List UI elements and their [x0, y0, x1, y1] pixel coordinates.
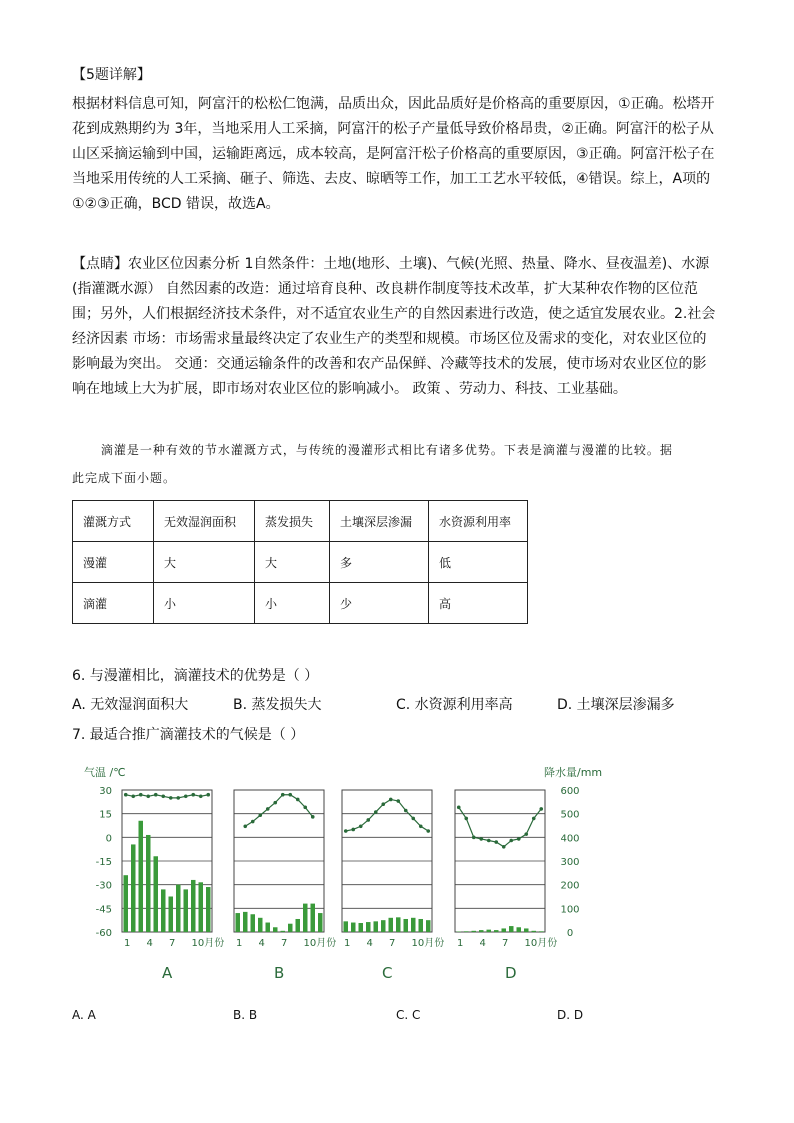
- temp-point: [457, 806, 461, 810]
- temp-tick-label: 30: [99, 786, 112, 797]
- temp-point: [161, 795, 165, 799]
- precip-bar: [532, 931, 537, 932]
- temp-point: [374, 810, 378, 814]
- explanation-line: 花到成熟期约为 3年，当地采用人工采摘，阿富汗的松子产量低导致价格昂贵，②正确。阿富汗的松子从: [72, 121, 714, 137]
- month-tick-label: 10月份: [303, 938, 337, 949]
- precip-bar: [251, 914, 256, 932]
- precip-bar: [184, 889, 189, 932]
- month-tick-label: 10月份: [411, 938, 445, 949]
- temp-point: [517, 837, 521, 841]
- precip-bar: [169, 897, 174, 933]
- q7-option-a[interactable]: A. A: [72, 1008, 96, 1022]
- tip-line: 经济因素 市场：市场需求量最终决定了农业生产的类型和规模。市场区位及需求的变化，对农业区位的: [72, 331, 707, 347]
- month-tick-label: 4: [366, 938, 373, 949]
- temp-axis-label: 气温 /℃: [84, 766, 126, 779]
- temp-point: [502, 845, 506, 849]
- table-header-cell: 蒸发损失: [255, 501, 330, 542]
- question-intro: [72, 436, 732, 492]
- precip-bar: [288, 924, 293, 932]
- explanation-line: 当地采用传统的人工采摘、砸子、筛选、去皮、晾晒等工作，加工工艺水平较低，④错误。综上，A项的: [72, 171, 711, 187]
- tip-line: (指灌溉水源） 自然因素的改造：通过培育良种、改良耕作制度等技术改革，扩大某种农作物的区位范: [72, 281, 698, 297]
- tip-line: 影响最为突出。 交通：交通运输条件的改善和农产品保鲜、冷藏等技术的发展，使市场对农业区位的影: [72, 356, 707, 372]
- precip-bar: [411, 918, 416, 932]
- precip-bar: [404, 919, 409, 932]
- month-tick-label: 7: [389, 938, 396, 949]
- temp-point: [243, 824, 247, 828]
- temp-tick-label: 0: [105, 833, 112, 845]
- precip-bar: [206, 887, 211, 932]
- month-tick-label: 10月份: [191, 938, 225, 949]
- temp-point: [389, 798, 393, 802]
- temp-tick-label: -15: [95, 857, 112, 868]
- q7-option-b[interactable]: B. B: [233, 1008, 258, 1022]
- temp-point: [426, 829, 430, 833]
- temp-point: [396, 799, 400, 803]
- question-6: 6. 与漫灌相比，滴灌技术的优势是（ ）: [72, 668, 319, 684]
- precip-bar: [389, 918, 394, 932]
- precip-bar: [426, 920, 431, 932]
- precip-bar: [381, 920, 386, 932]
- temp-point: [411, 817, 415, 821]
- month-tick-label: 1: [344, 938, 351, 949]
- tip-line: 围；另外，人们根据经济技术条件，对不适宜农业生产的自然因素进行改造，使之适宜发展农业。2.社会: [72, 306, 716, 322]
- table-cell: 多: [330, 542, 429, 583]
- precip-bar: [281, 931, 286, 932]
- temp-point: [419, 824, 423, 828]
- month-tick-label: 4: [146, 938, 153, 949]
- temp-point: [176, 796, 180, 800]
- month-tick-label: 1: [124, 938, 131, 949]
- temp-point: [303, 806, 307, 810]
- intro-line: 此完成下面小题。: [72, 471, 177, 485]
- table-cell: 高: [429, 583, 528, 624]
- precip-bar: [487, 930, 492, 932]
- precip-bar: [524, 928, 529, 932]
- panel-label: D: [505, 964, 517, 982]
- precip-bar: [236, 913, 241, 932]
- panel-label: B: [274, 964, 285, 982]
- precip-bar: [502, 928, 507, 932]
- table-cell: 漫灌: [73, 542, 154, 583]
- precip-bar: [303, 904, 308, 932]
- table-row: [73, 542, 528, 583]
- explanation-line: 山区采摘运输到中国，运输距离远，成本较高，是阿富汗松子价格高的重要原因，③正确。阿富汗松子在: [72, 146, 715, 162]
- precip-bar: [472, 931, 477, 932]
- q6-option-b[interactable]: B. 蒸发损失大: [233, 697, 322, 713]
- precip-bar: [258, 918, 263, 932]
- temp-point: [539, 807, 543, 811]
- month-tick-label: 4: [479, 938, 486, 949]
- temp-line: [346, 799, 429, 831]
- temp-point: [281, 793, 285, 797]
- temp-point: [479, 837, 483, 841]
- temp-point: [351, 828, 355, 832]
- precip-tick-label: 100: [560, 904, 580, 916]
- table-cell: 小: [255, 583, 330, 624]
- precip-tick-label: 300: [560, 857, 580, 868]
- precip-bar: [396, 917, 401, 932]
- explanation-line: 根据材料信息可知，阿富汗的松松仁饱满，品质出众，因此品质好是价格高的重要原因，①正确。松塔开: [72, 96, 715, 112]
- table-cell: 小: [154, 583, 255, 624]
- precip-bar: [191, 880, 196, 932]
- precip-bar: [146, 835, 151, 932]
- table-cell: 滴灌: [73, 583, 154, 624]
- temp-point: [199, 795, 203, 799]
- precip-tick-label: 400: [560, 833, 580, 845]
- temp-point: [344, 829, 348, 833]
- table-cell: 大: [154, 542, 255, 583]
- precip-tick-label: 0: [566, 928, 574, 939]
- climate-charts: [70, 760, 640, 990]
- table-cell: 大: [255, 542, 330, 583]
- precip-bar: [273, 927, 278, 932]
- comparison-table: [72, 500, 528, 624]
- explanation-paragraph: [72, 92, 722, 217]
- precip-bar: [366, 922, 371, 932]
- precip-bar: [199, 882, 204, 932]
- precip-bar: [509, 926, 514, 932]
- temp-point: [169, 796, 173, 800]
- panel-label: C: [382, 964, 393, 982]
- temp-point: [131, 795, 135, 799]
- tip-paragraph: [72, 252, 722, 402]
- precip-bar: [344, 921, 349, 932]
- precip-bar: [359, 923, 364, 932]
- temp-point: [494, 840, 498, 844]
- q7-option-d[interactable]: D. D: [557, 1008, 584, 1022]
- table-cell: 低: [429, 542, 528, 583]
- month-tick-label: 1: [236, 938, 243, 949]
- precip-bar: [419, 919, 424, 932]
- precip-bar: [479, 930, 484, 932]
- temp-tick-label: -60: [95, 928, 112, 939]
- q6-option-d[interactable]: D. 土壤深层渗漏多: [557, 697, 675, 713]
- temp-tick-label: -45: [95, 904, 112, 916]
- precip-bar: [243, 912, 248, 932]
- precip-bar: [311, 904, 316, 932]
- table-header-cell: 灌溉方式: [73, 501, 154, 542]
- temp-line: [126, 795, 209, 798]
- precip-tick-label: 500: [560, 809, 580, 821]
- precip-bar: [266, 923, 271, 932]
- precip-bar: [154, 856, 159, 932]
- table-header-cell: 水资源利用率: [429, 501, 528, 542]
- temp-point: [251, 820, 255, 824]
- temp-point: [191, 793, 195, 797]
- temp-point: [184, 795, 188, 799]
- temp-point: [206, 793, 210, 797]
- precip-bar: [539, 931, 544, 932]
- precip-bar: [494, 930, 499, 932]
- temp-tick-label: -30: [95, 880, 112, 892]
- temp-point: [258, 813, 262, 817]
- temp-point: [532, 817, 536, 821]
- precip-tick-label: 600: [560, 786, 580, 797]
- precip-bar: [139, 821, 144, 932]
- month-tick-label: 7: [281, 938, 288, 949]
- month-tick-label: 4: [258, 938, 265, 949]
- temp-point: [296, 798, 300, 802]
- q6-option-c[interactable]: C. 水资源利用率高: [396, 697, 513, 713]
- month-tick-label: 7: [502, 938, 509, 949]
- explanation-line: ①②③正确，BCD 错误，故选A。: [72, 196, 280, 212]
- table-cell: 少: [330, 583, 429, 624]
- precip-tick-label: 200: [560, 880, 580, 892]
- table-header-cell: 无效湿润面积: [154, 501, 255, 542]
- table-header-row: [73, 501, 528, 542]
- precip-bar: [318, 913, 323, 932]
- precip-bar: [374, 921, 379, 932]
- precip-bar: [161, 889, 166, 932]
- temp-point: [146, 795, 150, 799]
- month-tick-label: 10月份: [524, 938, 558, 949]
- table-row: [73, 583, 528, 624]
- temp-line: [245, 795, 313, 827]
- temp-point: [266, 807, 270, 811]
- intro-line: 滴灌是一种有效的节水灌溉方式，与传统的漫灌形式相比有诸多优势。下表是滴灌与漫灌的比较。据: [72, 443, 673, 457]
- temp-point: [273, 801, 277, 805]
- precip-bar: [464, 931, 469, 932]
- month-tick-label: 7: [169, 938, 176, 949]
- temp-tick-label: 15: [99, 809, 112, 821]
- panel-label: A: [162, 964, 173, 982]
- temp-point: [487, 839, 491, 843]
- temp-point: [524, 832, 528, 836]
- temp-point: [464, 817, 468, 821]
- precip-bar: [131, 844, 136, 932]
- temp-point: [139, 793, 143, 797]
- temp-point: [124, 793, 128, 797]
- precip-bar: [296, 919, 301, 932]
- q7-option-c[interactable]: C. C: [396, 1008, 421, 1022]
- precip-bar: [517, 927, 522, 932]
- temp-point: [311, 815, 315, 819]
- precip-bar: [351, 923, 356, 932]
- precip-bar: [176, 885, 181, 932]
- temp-point: [381, 802, 385, 806]
- temp-point: [472, 836, 476, 840]
- temp-point: [154, 793, 158, 797]
- month-tick-label: 1: [457, 938, 464, 949]
- explanation-heading: 【5题详解】: [72, 67, 151, 83]
- precip-axis-label: 降水量/mm: [544, 766, 603, 779]
- temp-point: [509, 839, 513, 843]
- temp-point: [366, 818, 370, 822]
- tip-line: 【点睛】农业区位因素分析 1自然条件：土地(地形、土壤)、气候(光照、热量、降水、昼夜温差)、水源: [72, 256, 710, 272]
- tip-line: 响在地域上大为扩展，即市场对农业区位的影响减小。 政策 、劳动力、科技、工业基础。: [72, 381, 627, 397]
- question-7: 7. 最适合推广滴灌技术的气候是（ ）: [72, 727, 305, 743]
- temp-point: [359, 824, 363, 828]
- q6-option-a[interactable]: A. 无效湿润面积大: [72, 697, 189, 713]
- table-header-cell: 土壤深层渗漏: [330, 501, 429, 542]
- temp-point: [404, 809, 408, 813]
- precip-bar: [124, 875, 129, 932]
- temp-point: [288, 793, 292, 797]
